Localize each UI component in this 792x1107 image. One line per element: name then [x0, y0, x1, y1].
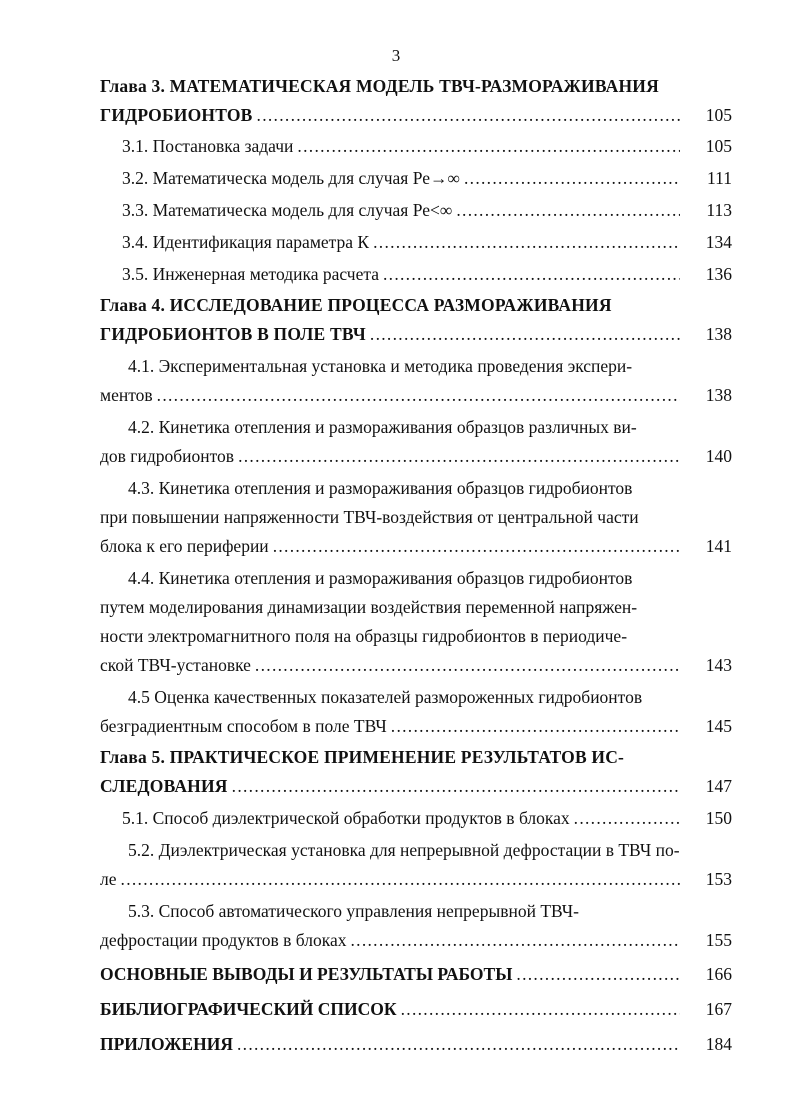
toc-subsection-entry[interactable] [100, 474, 732, 561]
toc-entry-title: 3.3. Математическа модель для случая Ре<∞ [122, 200, 456, 220]
toc-entry-title: блока к его периферии [100, 536, 273, 556]
toc-entry-title: 3.2. Математическа модель для случая Ре→∞ [122, 168, 464, 188]
toc-entry-line: путем моделирования динамизации воздействия переменной напряжен- [100, 597, 638, 617]
toc-entry-line: 4.3. Кинетика отепления и размораживания образцов гидробионтов [128, 478, 633, 498]
toc-entry-title: дефростации продуктов в блоках [100, 930, 350, 950]
toc-section-entry[interactable] [100, 993, 732, 1025]
toc-subsection-entry[interactable] [100, 164, 732, 193]
toc-page-number: 138 [680, 381, 732, 410]
toc-entry-line: 4.5 Оценка качественных показателей размороженных гидробионтов [128, 687, 643, 707]
toc-page-number: 150 [680, 804, 732, 833]
toc-entry-title: ской ТВЧ-установке [100, 655, 255, 675]
toc-page-number: 153 [680, 865, 732, 894]
toc-page-number: 111 [680, 164, 732, 193]
toc-section-entry[interactable] [100, 958, 732, 990]
toc-subsection-entry[interactable] [100, 897, 732, 955]
toc-subsection-entry[interactable] [100, 413, 732, 471]
toc-entry-title: 3.4. Идентификация параметра К [122, 232, 373, 252]
toc-subsection-entry[interactable] [100, 564, 732, 680]
toc-subsection-entry[interactable] [100, 836, 732, 894]
toc-page-number: 140 [680, 442, 732, 471]
toc-entry-title: ГИДРОБИОНТОВ В ПОЛЕ ТВЧ [100, 324, 370, 344]
toc-subsection-entry[interactable] [100, 260, 732, 289]
toc-page-number: 134 [680, 228, 732, 257]
page-number: 3 [391, 46, 401, 65]
toc-page-number: 113 [680, 196, 732, 225]
toc-entry-title: БИБЛИОГРАФИЧЕСКИЙ СПИСОК [100, 999, 401, 1019]
toc-entry-line: 5.2. Диэлектрическая установка для непрерывной дефростации в ТВЧ по- [128, 840, 680, 860]
toc-subsection-entry[interactable] [100, 228, 732, 257]
toc-page-number: 184 [680, 1028, 732, 1060]
toc-page-number: 105 [680, 101, 732, 130]
toc-entry-title: ментов [100, 385, 157, 405]
toc-entry-title: безградиентным способом в поле ТВЧ [100, 716, 391, 736]
toc-page-number: 105 [680, 132, 732, 161]
toc-entry-line: Глава 3. МАТЕМАТИЧЕСКАЯ МОДЕЛЬ ТВЧ-РАЗМОРАЖИВАНИЯ [100, 76, 659, 96]
toc-page-number: 147 [680, 772, 732, 801]
toc-entry-title: ГИДРОБИОНТОВ [100, 105, 257, 125]
toc-page-number: 141 [680, 532, 732, 561]
toc-entry-title: дов гидробионтов [100, 446, 238, 466]
toc-page-number: 155 [680, 926, 732, 955]
toc-page-number: 166 [680, 958, 732, 990]
toc-subsection-entry[interactable] [100, 196, 732, 225]
toc-entry-line: Глава 5. ПРАКТИЧЕСКОЕ ПРИМЕНЕНИЕ РЕЗУЛЬТАТОВ ИС- [100, 747, 625, 767]
toc-entry-title: ПРИЛОЖЕНИЯ [100, 1034, 237, 1054]
toc-entry-line: ности электромагнитного поля на образцы гидробионтов в периодиче- [100, 626, 628, 646]
toc-subsection-entry[interactable] [100, 352, 732, 410]
toc-page-number: 167 [680, 993, 732, 1025]
toc-entry-title: СЛЕДОВАНИЯ [100, 776, 232, 796]
toc-entry-line: 4.2. Кинетика отепления и размораживания образцов различных ви- [128, 417, 637, 437]
toc-entry-line: Глава 4. ИССЛЕДОВАНИЕ ПРОЦЕССА РАЗМОРАЖИВАНИЯ [100, 295, 612, 315]
toc-chapter-entry[interactable] [100, 72, 732, 130]
toc-entry-title: 3.5. Инженерная методика расчета [122, 264, 383, 284]
toc-section-entry[interactable] [100, 1028, 732, 1060]
toc-page-number: 145 [680, 712, 732, 741]
toc-chapter-entry[interactable] [100, 291, 732, 349]
toc-entry-title: 3.1. Постановка задачи [122, 136, 297, 156]
toc-chapter-entry[interactable] [100, 743, 732, 801]
toc-page-number: 138 [680, 320, 732, 349]
toc-entry-line: 4.4. Кинетика отепления и размораживания образцов гидробионтов [128, 568, 633, 588]
table-of-contents [100, 72, 732, 1060]
toc-entry-title: 5.1. Способ диэлектрической обработки продуктов в блоках [122, 808, 574, 828]
toc-subsection-entry[interactable] [100, 132, 732, 161]
toc-page-number: 136 [680, 260, 732, 289]
toc-entry-title: ОСНОВНЫЕ ВЫВОДЫ И РЕЗУЛЬТАТЫ РАБОТЫ [100, 964, 516, 984]
toc-entry-line: 4.1. Экспериментальная установка и методика проведения экспери- [128, 356, 633, 376]
toc-page-number: 143 [680, 651, 732, 680]
toc-subsection-entry[interactable] [100, 683, 732, 741]
toc-subsection-entry[interactable] [100, 804, 732, 833]
toc-entry-title: ле [100, 869, 121, 889]
toc-entry-line: 5.3. Способ автоматического управления непрерывной ТВЧ- [128, 901, 580, 921]
toc-entry-line: при повышении напряженности ТВЧ-воздействия от центральной части [100, 507, 639, 527]
